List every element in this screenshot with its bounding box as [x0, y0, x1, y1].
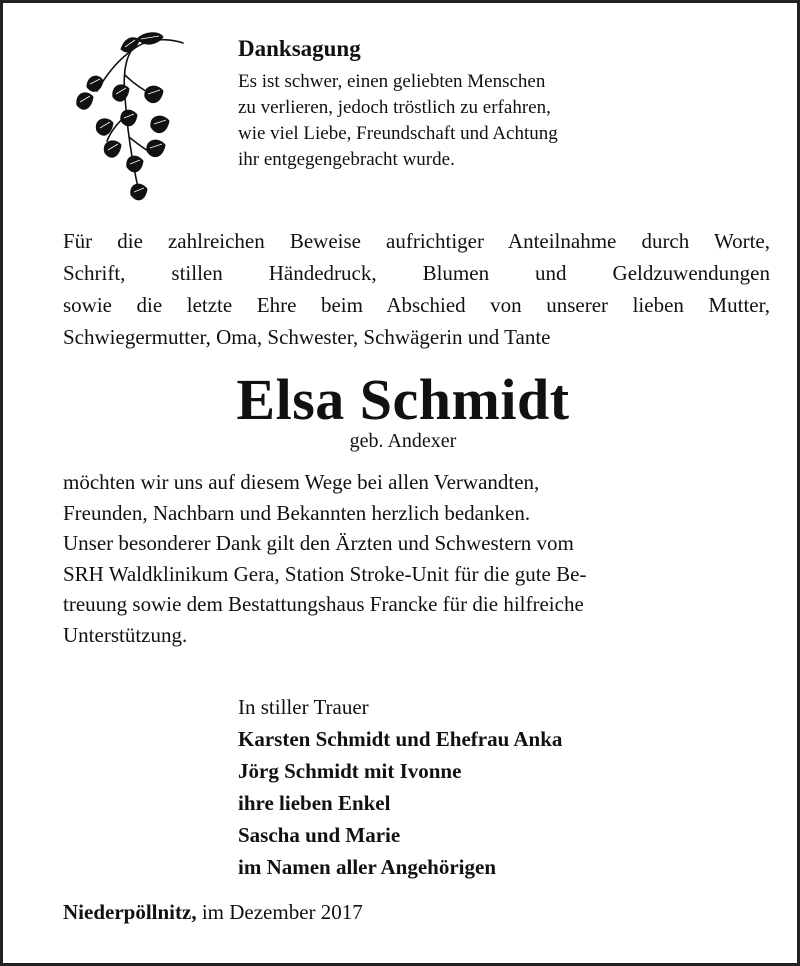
quote-line: wie viel Liebe, Freundschaft und Achtung [238, 123, 558, 144]
signer-name: im Namen aller Angehörigen [238, 855, 497, 879]
signer-name: Sascha und Marie [238, 823, 401, 847]
deceased-name: Elsa Schmidt [236, 367, 570, 432]
header-block [238, 35, 698, 173]
body-line: möchten wir uns auf diesem Wege bei allen Verwandten, [63, 470, 540, 494]
place-name: Niederpöllnitz, [63, 900, 197, 924]
leaf-branch-icon [65, 27, 189, 207]
quote-line: Es ist schwer, einen geliebten Menschen [238, 71, 546, 92]
body-line: SRH Waldklinikum Gera, Station Stroke-Unit für die gute Be- [63, 561, 587, 586]
body-line: Freunden, Nachbarn und Bekannten herzlich bedanken. [63, 500, 531, 525]
body-line: Unterstützung. [63, 622, 188, 647]
date-text: im Dezember 2017 [201, 900, 363, 924]
maiden-name: geb. Andexer [349, 430, 457, 452]
signer-name: Karsten Schmidt und Ehefrau Anka [238, 727, 563, 751]
intro-line: Für die zahlreichen Beweise aufrichtiger Anteilnahme durch Worte, [63, 229, 770, 253]
quote-line: ihr entgegengebracht wurde. [238, 149, 455, 170]
signer-name: Jörg Schmidt mit Ivonne [238, 759, 462, 783]
thanks-paragraph [63, 467, 770, 650]
mourning-lead: In stiller Trauer [238, 695, 369, 719]
signer-name: ihre lieben Enkel [238, 791, 391, 815]
body-line: Unser besonderer Dank gilt den Ärzten und Schwestern vom [63, 531, 574, 555]
intro-line: sowie die letzte Ehre beim Abschied von unserer lieben Mutter, [63, 293, 770, 317]
intro-line: Schrift, stillen Händedruck, Blumen und Geldzuwendungen [63, 261, 770, 285]
body-line: treuung sowie dem Bestattungshaus Francke für die hilfreiche [63, 592, 584, 616]
place-date-line [63, 897, 363, 927]
intro-line: Schwiegermutter, Oma, Schwester, Schwägerin und Tante [63, 325, 551, 349]
header-title: Danksagung [238, 36, 361, 61]
quote-line: zu verlieren, jedoch tröstlich zu erfahren, [238, 97, 551, 118]
signers-block [238, 691, 758, 883]
intro-paragraph [63, 225, 770, 353]
